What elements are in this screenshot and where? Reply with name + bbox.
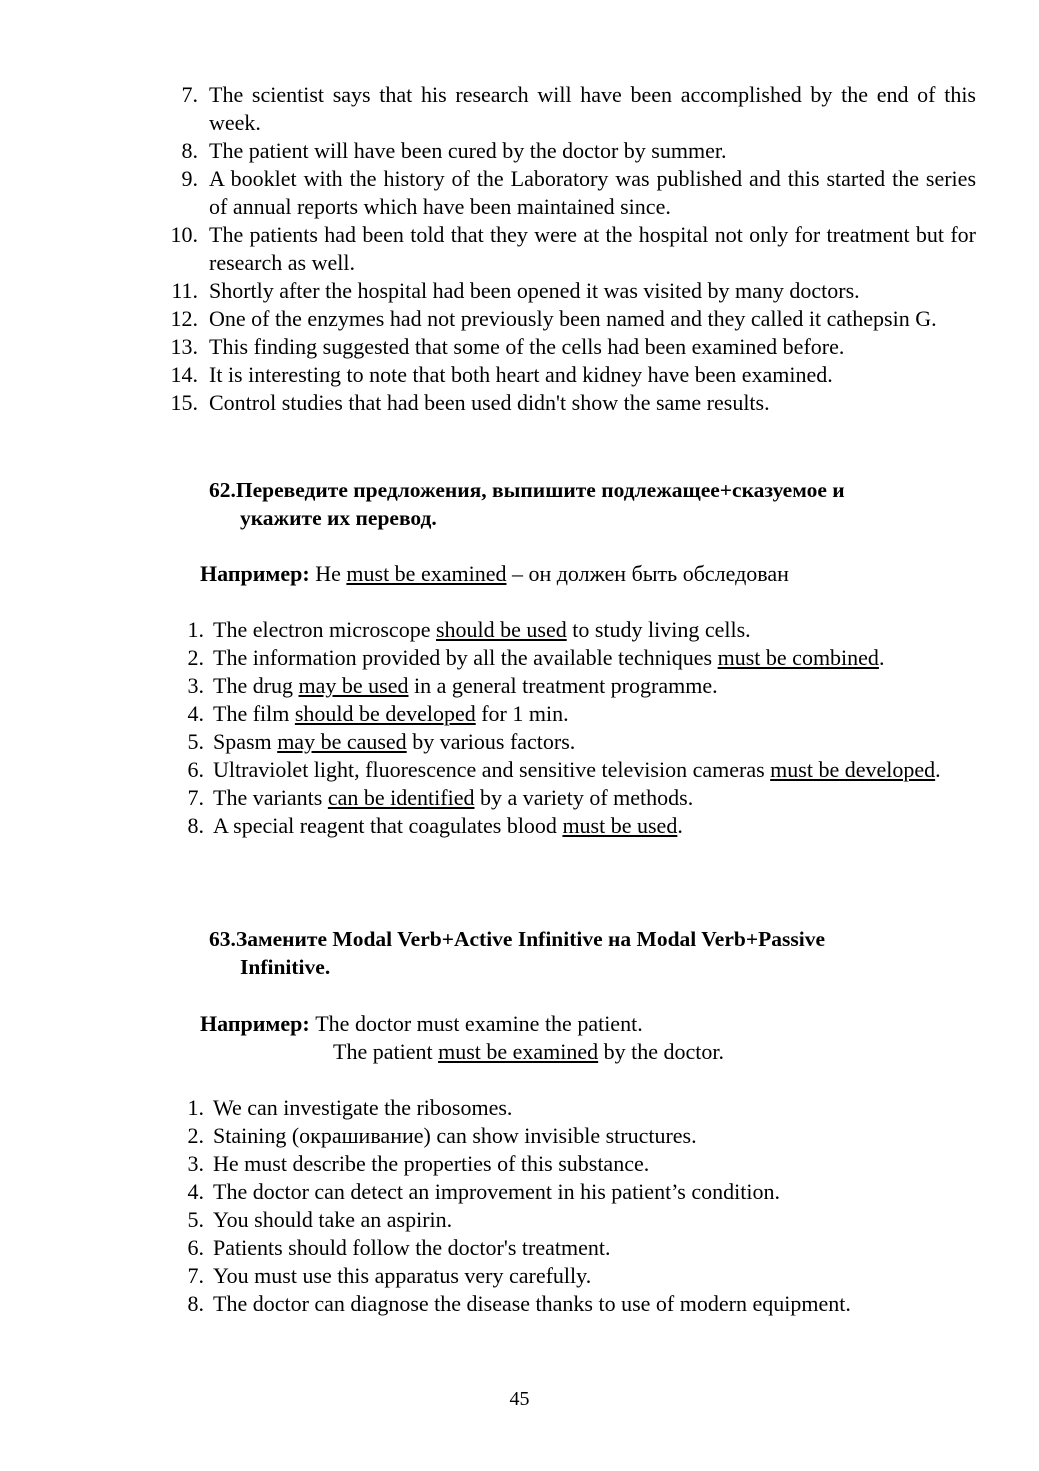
- list-item: [0, 644, 1039, 672]
- item-text: Staining (окрашивание) can show invisible structures.: [213, 1123, 697, 1148]
- list-item: [0, 756, 1039, 784]
- item-number: 6.: [187, 1235, 204, 1260]
- exercise-63-list: [0, 1094, 1039, 1318]
- list-item: [0, 616, 1039, 644]
- page-number: 45: [509, 1388, 530, 1410]
- item-text: The information provided by all the available techniques must be combined.: [213, 645, 885, 670]
- list-item: [0, 333, 1039, 361]
- list-item: [0, 812, 1039, 840]
- underlined-predicate: can be identified: [327, 785, 475, 810]
- underlined-predicate: should be developed: [294, 701, 476, 726]
- item-text: The doctor can diagnose the disease thanks to use of modern equipment.: [213, 1291, 851, 1316]
- item-number: 6.: [187, 757, 204, 782]
- item-number: 11.: [171, 278, 198, 303]
- list-item: [0, 784, 1039, 812]
- item-text: Shortly after the hospital had been opened it was visited by many doctors.: [209, 278, 860, 303]
- item-text: You must use this apparatus very carefully.: [213, 1263, 592, 1288]
- item-number: 1.: [187, 1095, 204, 1120]
- item-text: The patient will have been cured by the doctor by summer.: [209, 138, 727, 163]
- item-number: 7.: [187, 785, 204, 810]
- underlined-predicate: must be combined: [717, 645, 879, 670]
- exercise-title-line2: Infinitive.: [240, 955, 331, 979]
- underlined-predicate: should be used: [435, 617, 567, 642]
- item-text: The doctor can detect an improvement in his patient’s condition.: [213, 1179, 780, 1204]
- item-text: The patients had been told that they were at the hospital not only for treatment but for research as well.: [209, 222, 976, 275]
- example-post: – он должен быть обследован: [506, 561, 789, 586]
- list-item: [0, 165, 1039, 221]
- list-item: [0, 672, 1039, 700]
- list-item: [0, 700, 1039, 728]
- exercise-number: 63.: [209, 927, 236, 951]
- item-number: 7.: [181, 82, 198, 107]
- item-number: 10.: [170, 222, 198, 247]
- item-number: 15.: [170, 390, 198, 415]
- exercise-title-line1: Замените Modal Verb+Active Infinitive на Modal Verb+Passive: [235, 927, 825, 951]
- item-number: 1.: [187, 617, 204, 642]
- item-text: A special reagent that coagulates blood must be used.: [213, 813, 683, 838]
- item-number: 14.: [170, 362, 198, 387]
- example-underlined: must be examined: [438, 1039, 599, 1064]
- item-number: 2.: [187, 1123, 204, 1148]
- item-number: 4.: [187, 1179, 204, 1204]
- exercise-63-heading: [209, 925, 976, 981]
- item-text: Spasm may be caused by various factors.: [213, 729, 576, 754]
- item-number: 12.: [170, 306, 198, 331]
- list-item: [0, 1178, 1039, 1206]
- item-text: The film should be developed for 1 min.: [213, 701, 569, 726]
- list-item: [0, 1122, 1039, 1150]
- list-item: [0, 389, 1039, 417]
- item-text: Patients should follow the doctor's treatment.: [213, 1235, 611, 1260]
- exercise-63-example: [200, 1010, 643, 1038]
- example-pre: He: [309, 561, 347, 586]
- item-number: 5.: [187, 729, 204, 754]
- list-item: [0, 221, 1039, 277]
- item-text: The scientist says that his research will have been accomplished by the end of this week.: [209, 82, 976, 135]
- list-item: [0, 1150, 1039, 1178]
- list-item: [0, 1206, 1039, 1234]
- example-label: Например:: [200, 1011, 310, 1036]
- example-underlined: must be examined: [346, 561, 507, 586]
- item-number: 13.: [170, 334, 198, 359]
- list-item: [0, 1234, 1039, 1262]
- list-item: [0, 277, 1039, 305]
- example-label: Например:: [200, 561, 310, 586]
- exercise-62-heading: [209, 476, 976, 532]
- item-number: 8.: [187, 813, 204, 838]
- exercise-title-line2: укажите их перевод.: [240, 506, 437, 530]
- item-text: We can investigate the ribosomes.: [213, 1095, 513, 1120]
- list-item: [0, 137, 1039, 165]
- item-text: The variants can be identified by a variety of methods.: [213, 785, 694, 810]
- list-item: [0, 1094, 1039, 1122]
- list-item: [0, 728, 1039, 756]
- item-text: The drug may be used in a general treatment programme.: [213, 673, 718, 698]
- underlined-predicate: must be developed: [770, 757, 936, 782]
- item-text: Control studies that had been used didn't show the same results.: [209, 390, 770, 415]
- underlined-predicate: must be used: [562, 813, 678, 838]
- list-item: [0, 81, 1039, 137]
- item-number: 8.: [187, 1291, 204, 1316]
- exercise-61-list: [0, 81, 1039, 417]
- list-item: [0, 361, 1039, 389]
- item-text: You should take an aspirin.: [213, 1207, 453, 1232]
- item-number: 4.: [187, 701, 204, 726]
- item-number: 7.: [187, 1263, 204, 1288]
- exercise-title-line1: Переведите предложения, выпишите подлежащее+сказуемое и: [235, 478, 845, 502]
- item-text: It is interesting to note that both heart and kidney have been examined.: [209, 362, 833, 387]
- list-item: [0, 1262, 1039, 1290]
- item-number: 5.: [187, 1207, 204, 1232]
- item-number: 9.: [181, 166, 198, 191]
- exercise-62-list: [0, 616, 1039, 840]
- item-text: He must describe the properties of this substance.: [213, 1151, 650, 1176]
- exercise-62-example: [200, 560, 789, 588]
- underlined-predicate: may be used: [298, 673, 409, 698]
- item-text: The electron microscope should be used to study living cells.: [213, 617, 751, 642]
- item-number: 8.: [181, 138, 198, 163]
- item-number: 3.: [187, 1151, 204, 1176]
- exercise-63-example-answer: [333, 1038, 724, 1066]
- list-item: [0, 1290, 1039, 1318]
- example-line1: The doctor must examine the patient.: [309, 1011, 643, 1036]
- example-line2-post: by the doctor.: [598, 1039, 725, 1064]
- list-item: [0, 305, 1039, 333]
- example-line2-pre: The patient: [333, 1039, 439, 1064]
- item-text: One of the enzymes had not previously been named and they called it cathepsin G.: [209, 306, 937, 331]
- exercise-number: 62.: [209, 478, 236, 502]
- underlined-predicate: may be caused: [277, 729, 407, 754]
- item-text: Ultraviolet light, fluorescence and sensitive television cameras must be developed.: [213, 757, 941, 782]
- item-text: A booklet with the history of the Laboratory was published and this started the series of annual reports which have been maintained since.: [209, 166, 976, 219]
- item-number: 2.: [187, 645, 204, 670]
- item-text: This finding suggested that some of the cells had been examined before.: [209, 334, 845, 359]
- item-number: 3.: [187, 673, 204, 698]
